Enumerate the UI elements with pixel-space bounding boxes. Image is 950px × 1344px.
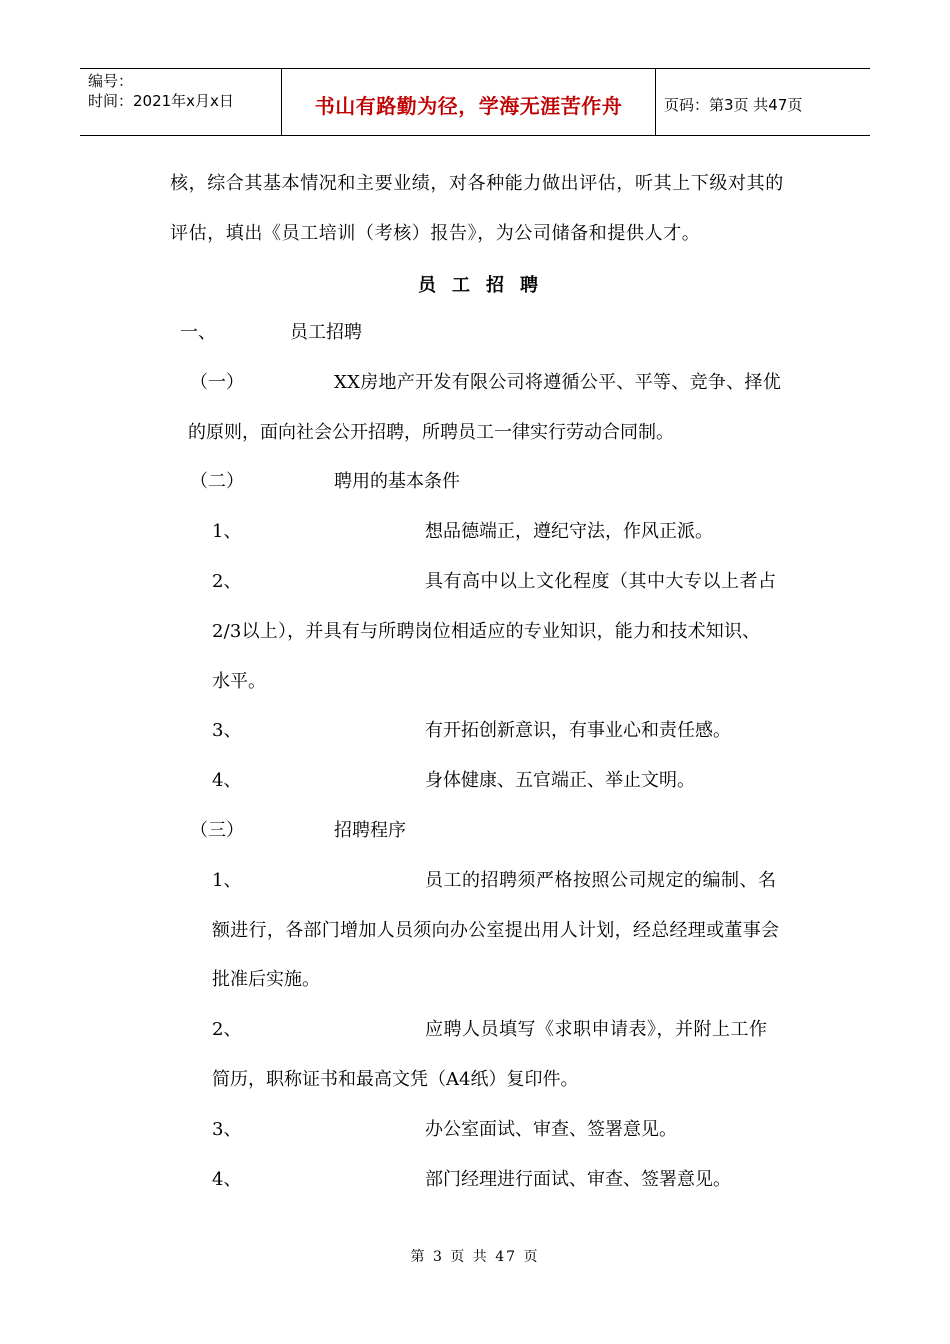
header-meta [80, 69, 282, 135]
procedure-1-number: 1、 [212, 870, 242, 891]
procedure-1-line-3: 批准后实施。 [212, 969, 320, 990]
condition-2-line-1: 具有高中以上文化程度（其中大专以上者占 [425, 571, 777, 592]
para-3-title: 招聘程序 [334, 820, 406, 841]
intro-line-2: 评估，填出《员工培训（考核）报告》，为公司储备和提供人才。 [170, 223, 701, 244]
para-1-line-1: XX房地产开发有限公司将遵循公平、平等、竞争、择优 [334, 372, 782, 393]
para-2-title: 聘用的基本条件 [334, 471, 460, 492]
procedure-3-text: 办公室面试、审查、签署意见。 [425, 1119, 677, 1140]
procedure-4-text: 部门经理进行面试、审查、签署意见。 [425, 1169, 731, 1190]
condition-4-text: 身体健康、五官端正、举止文明。 [425, 770, 695, 791]
section-title: 员工招聘 [418, 275, 554, 296]
procedure-4-number: 4、 [212, 1169, 242, 1190]
condition-3-text: 有开拓创新意识，有事业心和责任感。 [425, 720, 731, 741]
condition-4-number: 4、 [212, 770, 242, 791]
header-motto-cell [282, 69, 656, 135]
condition-1-number: 1、 [212, 521, 242, 542]
condition-2-line-3: 水平。 [212, 671, 266, 692]
condition-2-line-2: 2/3以上），并具有与所聘岗位相适应的专业知识，能力和技术知识、 [212, 621, 761, 642]
procedure-3-number: 3、 [212, 1119, 242, 1140]
procedure-1-line-1: 员工的招聘须严格按照公司规定的编制、名 [425, 870, 777, 891]
condition-3-number: 3、 [212, 720, 242, 741]
condition-1-text: 想品德端正，遵纪守法，作风正派。 [425, 521, 713, 542]
section-1-number: 一、 [180, 322, 216, 343]
document-header [80, 68, 870, 136]
para-2-number: （二） [190, 471, 244, 492]
page-footer: 第 3 页 共 47 页 [410, 1249, 540, 1265]
header-motto: 书山有路勤为径，学海无涯苦作舟 [314, 93, 623, 118]
intro-line-1: 核，综合其基本情况和主要业绩，对各种能力做出评估，听其上下级对其的 [170, 173, 784, 194]
para-3-number: （三） [190, 820, 244, 841]
para-1-number: （一） [190, 372, 244, 393]
doc-time-label: 时间：2021年x月x日 [88, 92, 234, 110]
doc-number-label: 编号： [88, 72, 134, 90]
section-1-title: 员工招聘 [290, 322, 362, 343]
header-page-info-cell [656, 69, 870, 135]
para-1-line-2: 的原则，面向社会公开招聘，所聘员工一律实行劳动合同制。 [188, 422, 674, 443]
procedure-2-number: 2、 [212, 1019, 242, 1040]
header-page-info: 页码：第3页 共47页 [664, 95, 803, 114]
procedure-2-line-1: 应聘人员填写《求职申请表》，并附上工作 [425, 1019, 768, 1040]
condition-2-number: 2、 [212, 571, 242, 592]
procedure-2-line-2: 简历，职称证书和最高文凭（A4纸）复印件。 [212, 1069, 579, 1090]
procedure-1-line-2: 额进行，各部门增加人员须向办公室提出用人计划，经总经理或董事会 [212, 920, 780, 941]
